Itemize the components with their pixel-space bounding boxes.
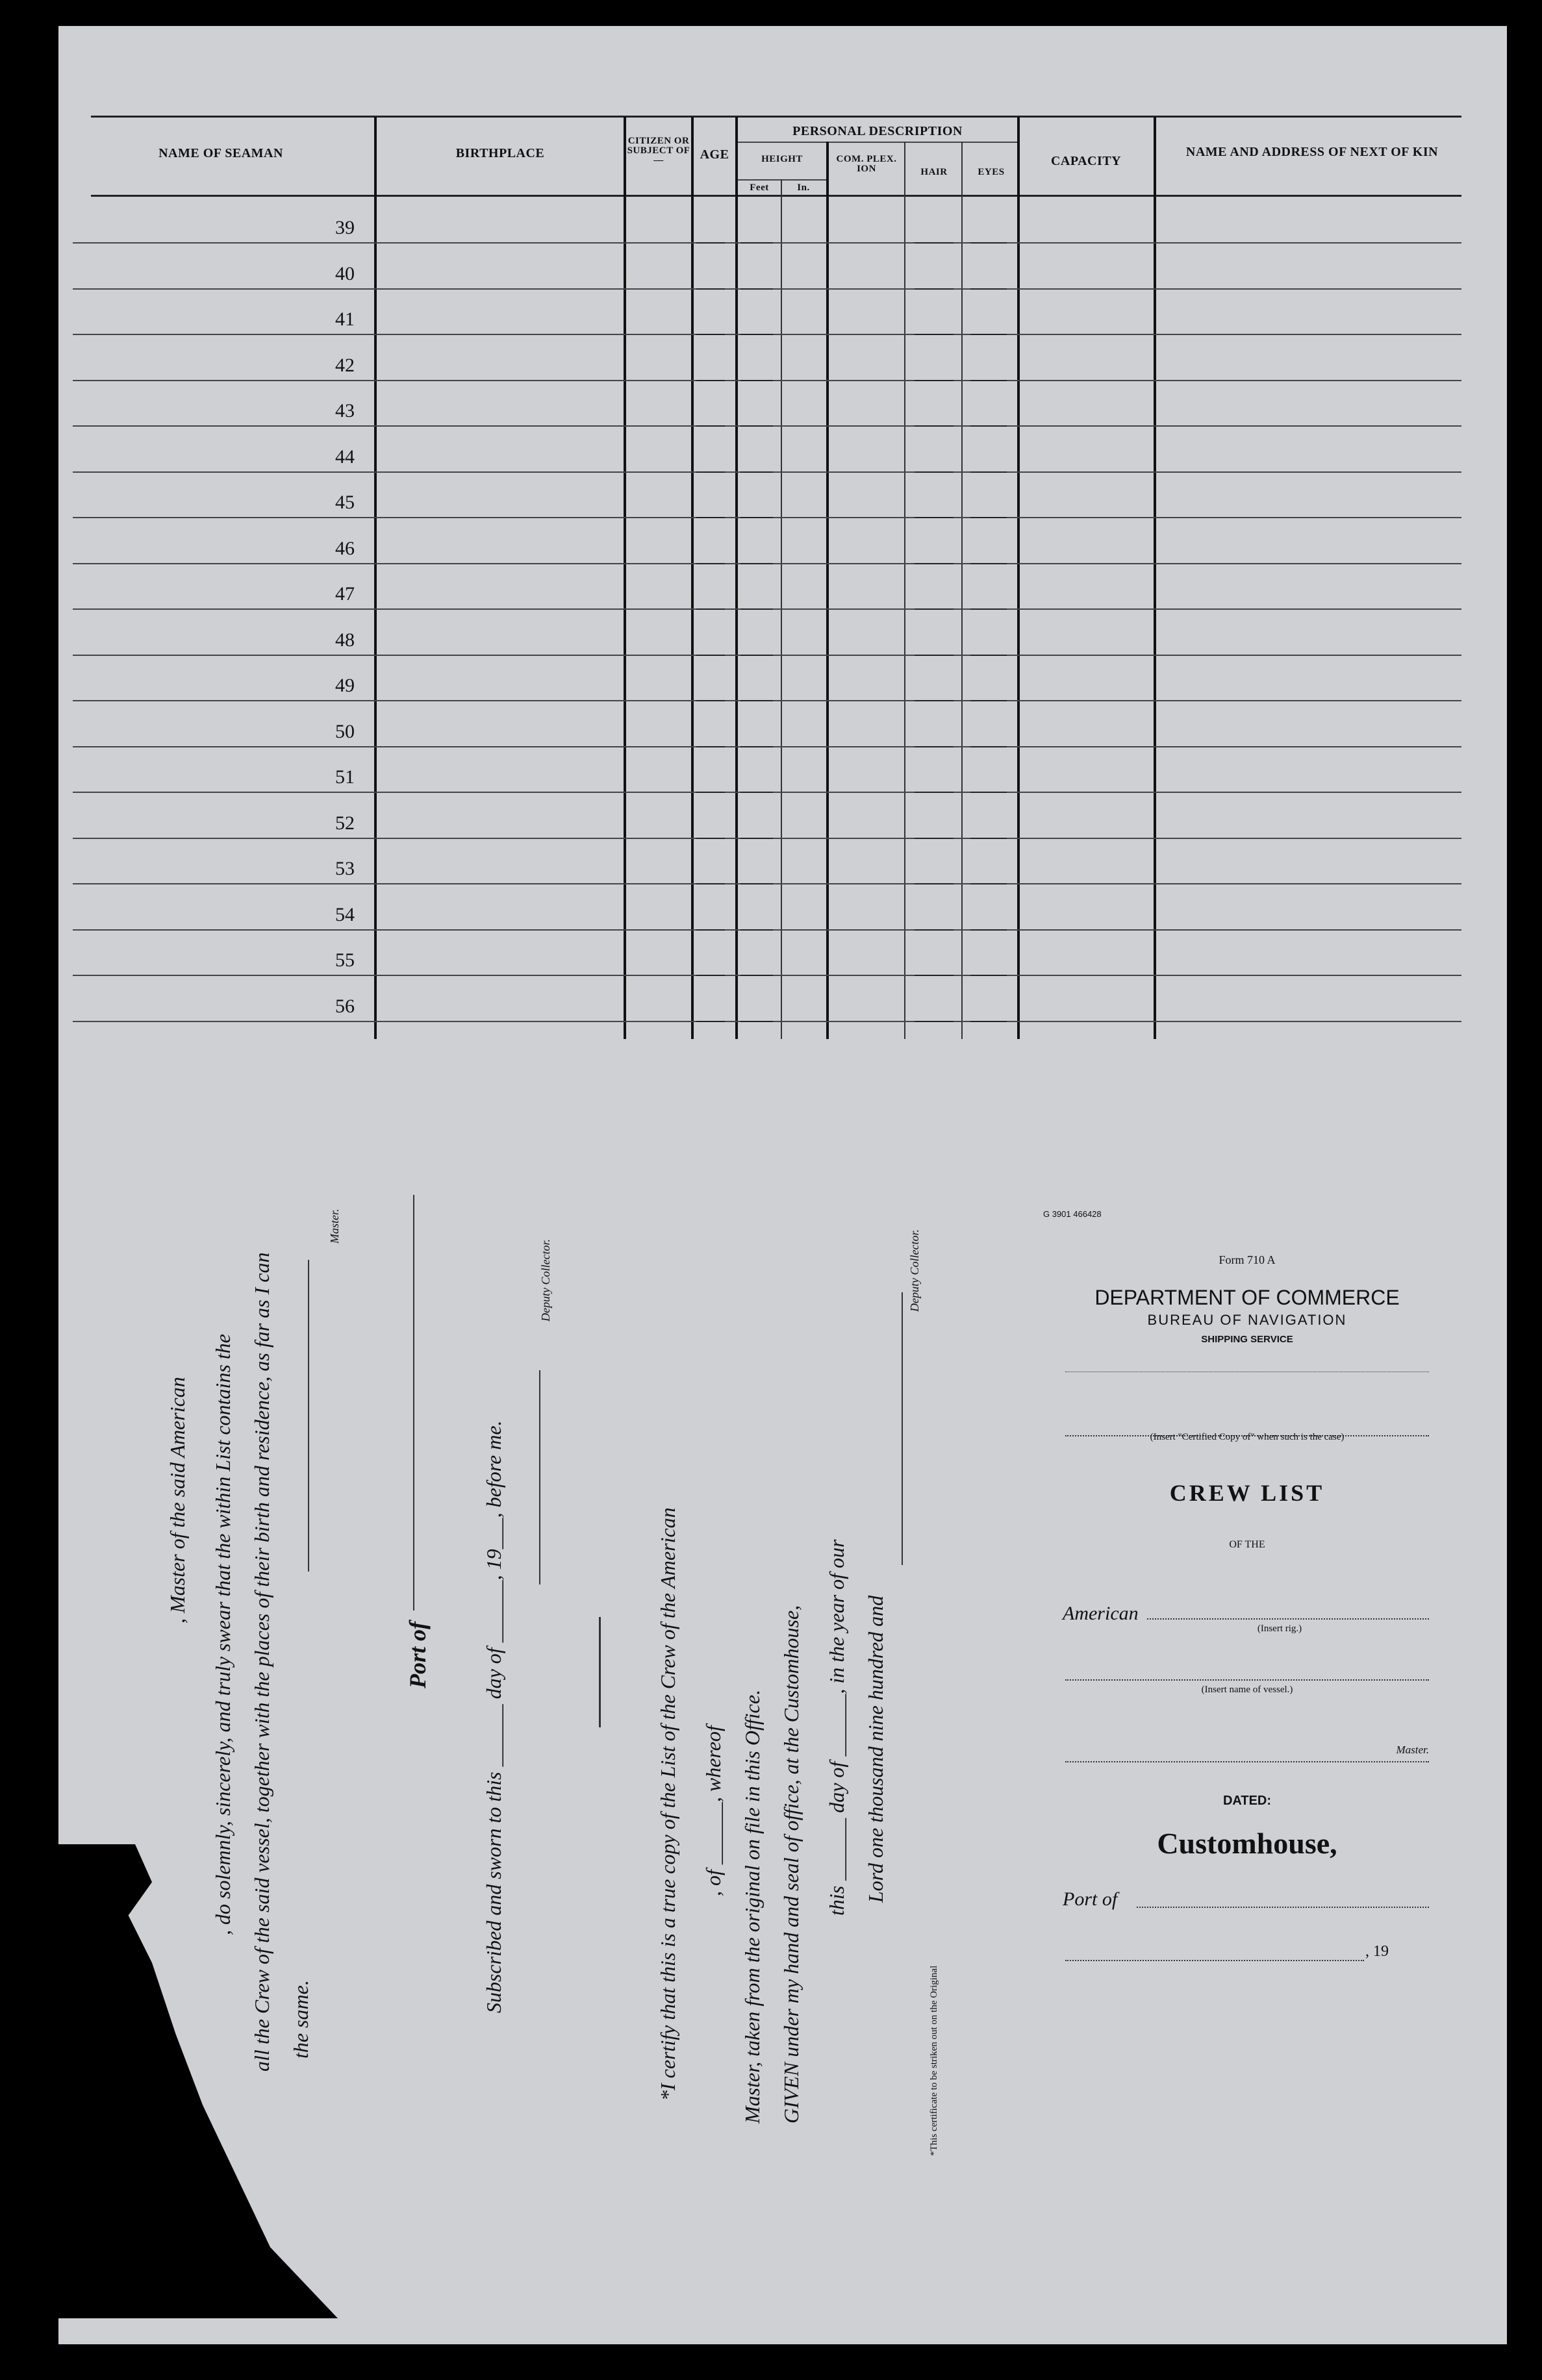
cover-form-number: Form 710 A (1219, 1253, 1276, 1266)
cell-rule (970, 975, 1007, 976)
cell-rule (696, 425, 725, 427)
cover-year: , 19 (1365, 1943, 1389, 1960)
certificate-line-5: this ______ day of ______, in the year of our (825, 1539, 848, 1916)
col-divider-capacity (1154, 117, 1156, 1039)
port-line (1137, 1907, 1429, 1908)
cell-rule (915, 563, 954, 564)
cover-title: CREW LIST (1169, 1480, 1325, 1506)
cover-dotted-rule (1065, 1370, 1429, 1372)
row-number: 53 (335, 858, 355, 879)
cell-rule (970, 471, 1007, 473)
cell-rule (915, 929, 954, 931)
cell-rule (915, 655, 954, 656)
oath-subscribed: Subscribed and sworn to this ______ day of ______, 19___, before me. (482, 1420, 505, 2013)
col-divider-birthplace (624, 117, 626, 1039)
cover-department: DEPARTMENT OF COMMERCE (1094, 1286, 1400, 1309)
oath-line-1: , Master of the said American (166, 1377, 189, 1623)
row-number: 55 (335, 949, 355, 971)
personal-description-rule (738, 142, 1017, 143)
cell-rule (915, 700, 954, 701)
cell-rule (970, 655, 1007, 656)
cell-rule (915, 608, 954, 610)
cell-rule (915, 838, 954, 839)
deputy-signature-line-1 (539, 1370, 540, 1585)
cell-rule (696, 380, 725, 381)
cover-insert-rig: (Insert rig.) (1257, 1623, 1302, 1634)
col-divider-citizen (691, 117, 694, 1039)
separator-bar (599, 1617, 601, 1727)
col-divider-complexion (904, 142, 905, 1039)
cell-rule (970, 746, 1007, 747)
row-number: 49 (335, 675, 355, 696)
cell-rule (696, 929, 725, 931)
cell-rule (915, 517, 954, 518)
row-number: 54 (335, 903, 355, 925)
header-birthplace: BIRTHPLACE (455, 146, 545, 160)
cell-rule (915, 883, 954, 884)
col-divider-name (374, 117, 377, 1039)
cell-rule (915, 1021, 954, 1022)
header-next-of-kin: NAME AND ADDRESS OF NEXT OF KIN (1185, 145, 1439, 159)
cell-rule (740, 700, 773, 701)
cell-rule (970, 792, 1007, 793)
cell-rule (740, 471, 773, 473)
cell-rule (740, 334, 773, 335)
cell-rule (970, 288, 1007, 290)
header-inches: In. (797, 182, 810, 193)
oath-port-of: Port of (405, 1622, 431, 1688)
cell-rule (740, 975, 773, 976)
row-number: 40 (335, 262, 355, 284)
certificate-footnote: *This certificate to be striken out on the Original (929, 1965, 939, 2156)
header-complexion: COM. PLEX. ION (836, 154, 897, 174)
col-divider-age (735, 117, 738, 1039)
cell-rule (970, 517, 1007, 518)
cell-rule (970, 929, 1007, 931)
cell-rule (696, 288, 725, 290)
row-number: 43 (335, 400, 355, 421)
cell-rule (740, 517, 773, 518)
row-number: 56 (335, 995, 355, 1017)
header-height: HEIGHT (761, 154, 803, 164)
oath-line-4: the same. (289, 1980, 312, 2059)
height-sub-rule (738, 179, 826, 181)
row-number: 44 (335, 445, 355, 468)
header-feet: Feet (750, 182, 769, 193)
cell-rule (970, 838, 1007, 839)
cell-rule (696, 563, 725, 564)
cell-rule (970, 1021, 1007, 1022)
oath-deputy-collector: Deputy Collector. (539, 1239, 552, 1322)
cell-rule (740, 792, 773, 793)
vessel-name-line (1065, 1679, 1429, 1681)
cell-rule (740, 883, 773, 884)
cell-rule (740, 608, 773, 610)
header-bottom-rule (91, 195, 1461, 197)
certificate-deputy-collector: Deputy Collector. (908, 1229, 921, 1312)
cell-rule (696, 700, 725, 701)
cell-rule (915, 471, 954, 473)
cell-rule (915, 792, 954, 793)
master-signature-line (308, 1260, 309, 1572)
cell-rule (970, 334, 1007, 335)
port-of-line (413, 1195, 414, 1610)
cell-rule (915, 288, 954, 290)
cell-rule (696, 838, 725, 839)
col-divider-eyes (1017, 117, 1020, 1039)
cell-rule (740, 242, 773, 244)
row-number: 46 (335, 537, 355, 559)
row-number: 50 (335, 720, 355, 742)
cell-rule (696, 334, 725, 335)
cell-rule (740, 746, 773, 747)
col-divider-hair (961, 142, 963, 1039)
header-eyes: EYES (978, 167, 1005, 177)
oath-line-3: all the Crew of the said vessel, together with the places of their birth and residence, as far as I can (250, 1252, 273, 2072)
oath-master-label: Master. (328, 1209, 341, 1244)
row-number: 41 (335, 308, 355, 330)
cell-rule (740, 425, 773, 427)
cell-rule (740, 655, 773, 656)
row-number: 39 (335, 217, 355, 238)
cover-port-of: Port of (1063, 1888, 1118, 1910)
master-name-line (1065, 1761, 1429, 1762)
cover-shipping-service: SHIPPING SERVICE (1201, 1334, 1293, 1345)
header-name-of-seaman: NAME OF SEAMAN (158, 146, 283, 160)
cover-customhouse: Customhouse, (1157, 1827, 1337, 1860)
cover-american: American (1063, 1603, 1139, 1624)
certificate-line-1: *I certify that this is a true copy of the List of the Crew of the American (656, 1507, 679, 2101)
cell-rule (915, 425, 954, 427)
header-citizen: CITIZEN OR SUBJECT OF— (627, 136, 690, 166)
cell-rule (740, 563, 773, 564)
cell-rule (915, 975, 954, 976)
cover-of-the: OF THE (1229, 1539, 1265, 1550)
cell-rule (696, 883, 725, 884)
cell-rule (915, 242, 954, 244)
cell-rule (915, 380, 954, 381)
header-capacity: CAPACITY (1050, 154, 1122, 168)
row-number: 51 (335, 766, 355, 788)
cell-rule (970, 883, 1007, 884)
certificate-line-4: GIVEN under my hand and seal of office, at the Customhouse, (779, 1605, 803, 2123)
cover-print-code: G 3901 466428 (1043, 1209, 1102, 1219)
scan-border (0, 0, 39, 1169)
date-line (1065, 1960, 1364, 1961)
cell-rule (696, 655, 725, 656)
deputy-signature-line-2 (902, 1292, 903, 1565)
cell-rule (696, 608, 725, 610)
cell-rule (915, 334, 954, 335)
cell-rule (696, 471, 725, 473)
certificate-line-2: , of ______, whereof (701, 1725, 725, 1896)
cell-rule (970, 608, 1007, 610)
cell-rule (970, 563, 1007, 564)
cell-rule (696, 792, 725, 793)
col-divider-height (826, 142, 829, 1039)
row-number: 48 (335, 629, 355, 651)
header-personal-description: PERSONAL DESCRIPTION (792, 124, 963, 138)
cover-insert-certified: (Insert "Certified Copy of" when such is the case) (1150, 1432, 1345, 1442)
cell-rule (970, 242, 1007, 244)
cell-rule (696, 517, 725, 518)
cell-rule (696, 1021, 725, 1022)
cell-rule (740, 380, 773, 381)
cover-master: Master. (1396, 1744, 1429, 1756)
cell-rule (696, 746, 725, 747)
cover-bureau: BUREAU OF NAVIGATION (1147, 1312, 1347, 1328)
header-top-rule (91, 116, 1461, 118)
cell-rule (740, 838, 773, 839)
row-number: 52 (335, 812, 355, 834)
header-age: AGE (700, 147, 729, 162)
cell-rule (970, 380, 1007, 381)
cell-rule (696, 242, 725, 244)
header-hair: HAIR (920, 167, 948, 177)
oath-line-2: , do solemnly, sincerely, and truly swear that the within List contains the (211, 1334, 234, 1935)
cell-rule (740, 929, 773, 931)
cell-rule (915, 746, 954, 747)
cell-rule (696, 975, 725, 976)
cell-rule (970, 425, 1007, 427)
cell-rule (740, 1021, 773, 1022)
row-number: 42 (335, 354, 355, 376)
cover-insert-vessel: (Insert name of vessel.) (1201, 1685, 1293, 1695)
cell-rule (970, 700, 1007, 701)
cover-dated: DATED: (1222, 1794, 1272, 1808)
certificate-line-6: Lord one thousand nine hundred and (864, 1595, 887, 1903)
rig-line (1147, 1618, 1429, 1620)
certificate-line-3: Master, taken from the original on file in this Office. (740, 1689, 764, 2123)
cell-rule (740, 288, 773, 290)
row-number: 47 (335, 583, 355, 605)
row-number: 45 (335, 492, 355, 513)
